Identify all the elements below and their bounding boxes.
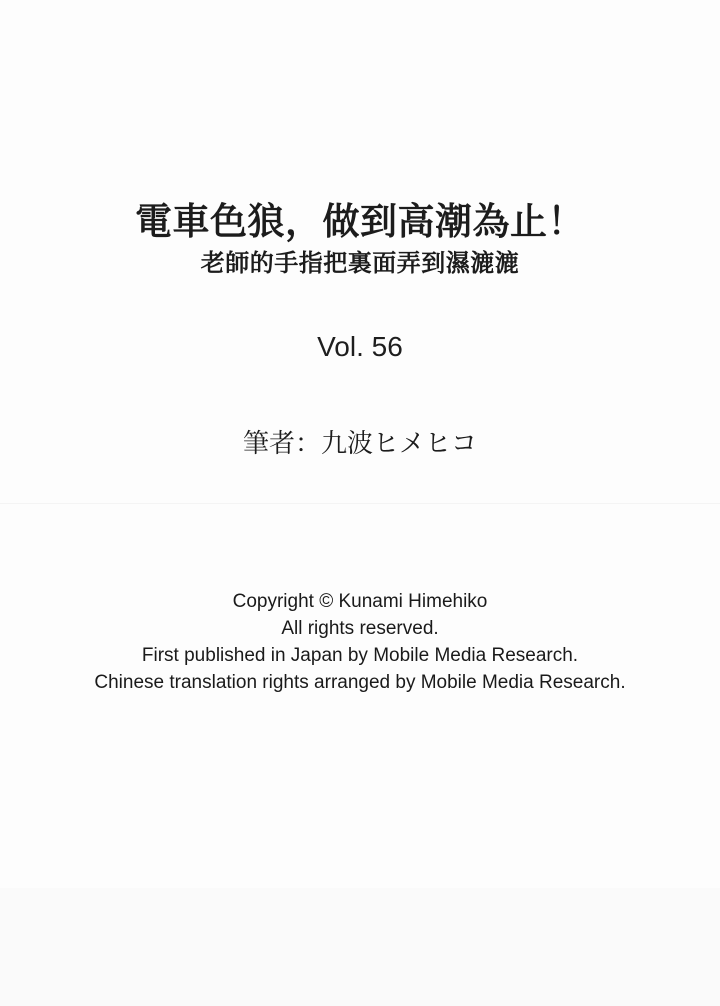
volume-number: Vol. 56	[317, 331, 403, 362]
copyright-line-2: All rights reserved.	[281, 618, 439, 639]
book-title: 電車色狼，做到高潮為止！	[135, 201, 585, 242]
author-line: 筆者：九波ヒメヒコ	[242, 428, 477, 458]
copyright-line-1: Copyright © Kunami Himehiko	[232, 591, 488, 612]
book-subtitle: 老師的手指把裏面弄到濕漉漉	[200, 250, 520, 277]
copyright-line-4: Chinese translation rights arranged by Mobile Media Research.	[94, 672, 626, 693]
bottom-page-shade	[0, 888, 720, 1006]
copyright-line-3: First published in Japan by Mobile Media Research.	[141, 645, 579, 666]
page-seam-divider	[0, 503, 720, 504]
copyright-block	[0, 588, 720, 696]
